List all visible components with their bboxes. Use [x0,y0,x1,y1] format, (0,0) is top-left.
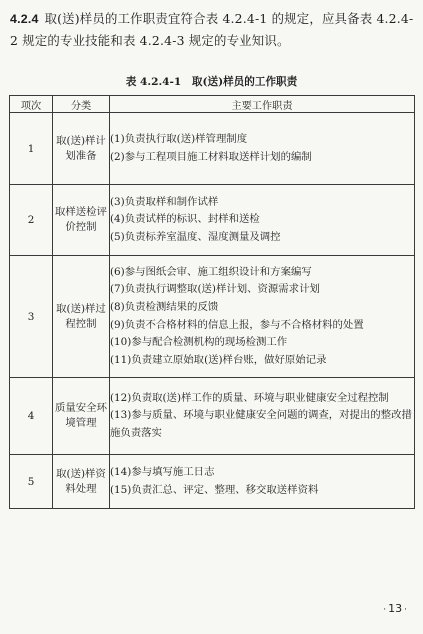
row-number: 1 [10,113,53,185]
page-number: · 13 · [383,602,407,615]
duty-item: (5)负责标养室温度、湿度测量及调控 [110,230,281,243]
duty-item: (8)负责检测结果的反馈 [110,300,219,313]
duty-item: (4)负责试样的标识、封样和送检 [110,213,260,226]
header-duties: 主要工作职责 [110,96,415,113]
row-category: 取样送检评价控制 [53,185,110,256]
duty-item: (12)负责取(送)样工作的质量、环境与职业健康安全过程控制 [110,391,389,404]
intro-paragraph [10,8,414,52]
row-duties [110,455,415,509]
row-number: 5 [10,455,53,509]
table-row [10,455,415,509]
row-category: 取(送)样资料处理 [53,455,110,509]
row-number: 2 [10,185,53,256]
row-duties [110,113,415,185]
page-number-value: 13 [388,602,403,615]
table-row [10,113,415,185]
table-header-row [10,96,415,113]
duty-item: (15)负责汇总、评定、整理、移交取送样资料 [110,483,319,496]
row-duties [110,256,415,378]
intro-text: 取(送)样员的工作职责宜符合表 4.2.4-1 的规定，应具备表 4.2.4-2 规定的专业技能和表 4.2.4-3 规定的专业知识。 [10,11,414,48]
duty-item: (2)参与工程项目施工材料取送样计划的编制 [110,150,312,163]
duty-item: (6)参与图纸会审、施工组织设计和方案编写 [110,265,312,278]
duty-item: (7)负责执行调整取(送)样计划、资源需求计划 [110,283,320,296]
row-category: 质量安全环境管理 [53,378,110,455]
duty-item: (11)负责建立原始取(送)样台账，做好原始记录 [110,353,327,366]
row-category: 取(送)样计划准备 [53,113,110,185]
section-number: 4.2.4 [10,12,39,26]
row-number: 3 [10,256,53,378]
duty-item: (9)负责不合格材料的信息上报，参与不合格材料的处置 [110,318,364,331]
table-row [10,256,415,378]
duty-item: (1)负责执行取(送)样管理制度 [110,132,248,145]
table-caption: 表 4.2.4-1 取(送)样员的工作职责 [125,76,298,88]
duty-item: (10)参与配合检测机构的现场检测工作 [110,336,288,349]
row-duties [110,378,415,455]
duty-item: (3)负责取样和制作试样 [110,195,219,208]
header-no: 项次 [10,96,53,113]
duty-item: (14)参与填写施工日志 [110,465,215,478]
header-category: 分类 [53,96,110,113]
row-number: 4 [10,378,53,455]
row-category: 取(送)样过程控制 [53,256,110,378]
table-row [10,185,415,256]
table-row [10,378,415,455]
duty-item: (13)参与质量、环境与职业健康安全问题的调查，对提出的整改措施负责落实 [110,409,412,439]
row-duties [110,185,415,256]
duties-table [9,95,415,509]
